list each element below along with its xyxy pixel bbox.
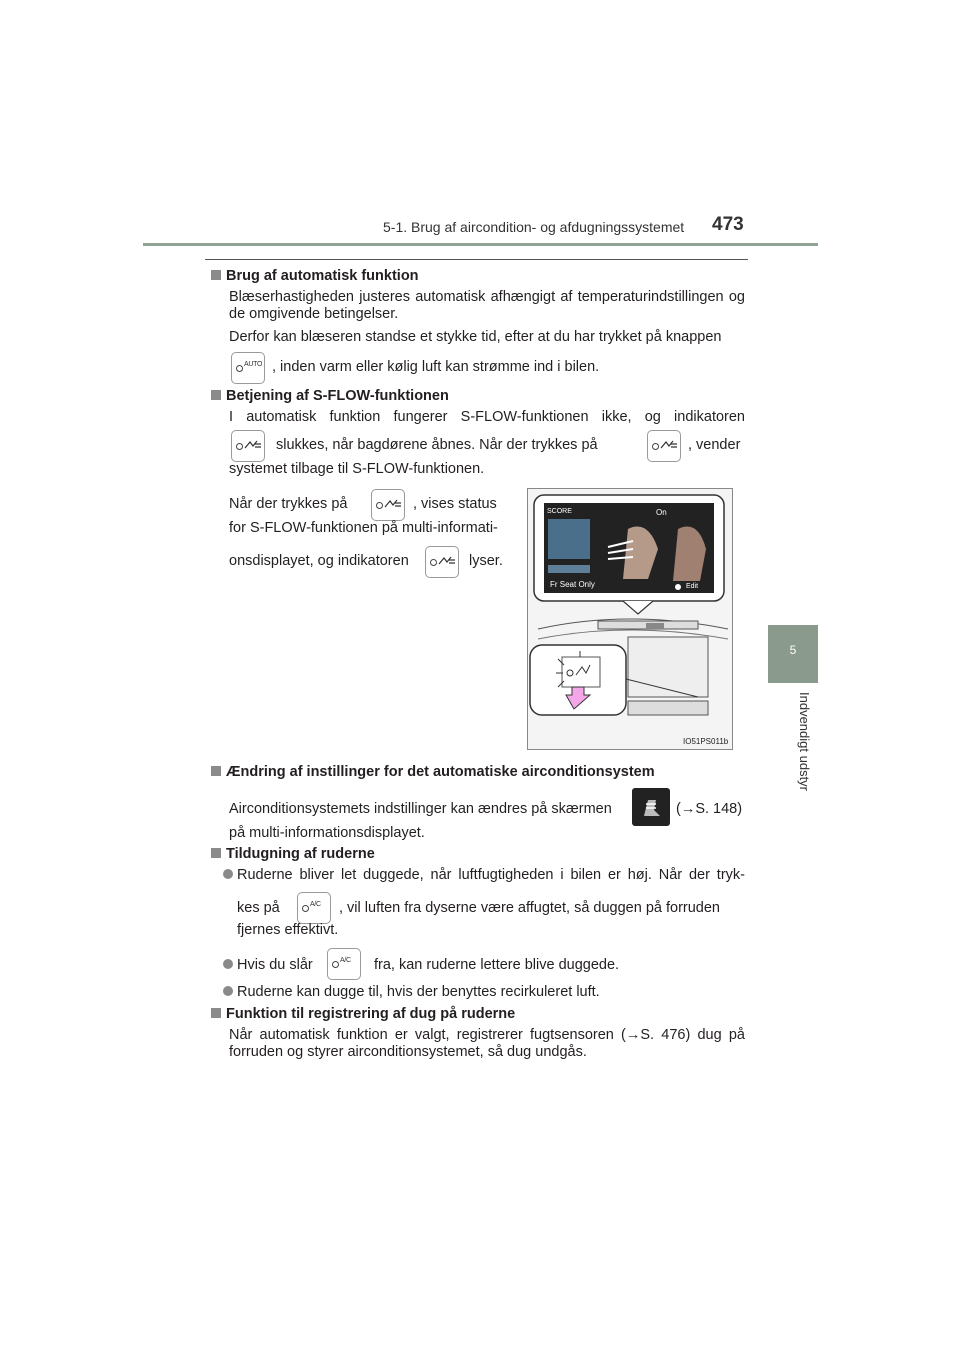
sflow-paragraph-1: I automatisk funktion fungerer S-FLOW-funktionen ikke, og indikatoren bbox=[229, 409, 745, 425]
section-heading-sensor: Funktion til registrering af dug på ruderne bbox=[211, 1006, 515, 1022]
section-heading-auto: Brug af automatisk funktion bbox=[211, 268, 419, 284]
figure-code: IO51PS011b bbox=[683, 737, 729, 746]
square-bullet-icon bbox=[211, 1008, 221, 1018]
screen-on-label: On bbox=[656, 508, 667, 517]
change-paragraph-2: på multi-informationsdisplayet. bbox=[229, 825, 425, 841]
sflow-illustration bbox=[527, 488, 733, 750]
sensor-paragraph-1: Når automatisk funktion er valgt, registrerer fugtsensoren (→S. 476) dug på forruden og styrer airconditionsystemet, så dug undgås. bbox=[229, 1027, 745, 1060]
screen-seat-label: Fr Seat Only bbox=[550, 580, 595, 589]
defog-bullet-2a: Hvis du slår bbox=[223, 957, 313, 974]
sflow-paragraph-6a: onsdisplayet, og indikatoren bbox=[229, 553, 409, 569]
section-heading-sflow: Betjening af S-FLOW-funktionen bbox=[211, 388, 449, 404]
round-bullet-icon bbox=[223, 986, 233, 996]
screen-score-label: SCORE bbox=[547, 508, 572, 515]
sflow-button-icon bbox=[231, 430, 265, 462]
change-paragraph-1a: Airconditionsystemets indstillinger kan ændres på skærmen bbox=[229, 801, 612, 817]
square-bullet-icon bbox=[211, 766, 221, 776]
screen-edit-label: Edit bbox=[686, 583, 699, 590]
sflow-paragraph-3: systemet tilbage til S-FLOW-funktionen. bbox=[229, 461, 485, 477]
chapter-tab-label: Indvendigt udstyr bbox=[797, 692, 812, 792]
defog-bullet-2b: fra, kan ruderne lettere blive duggede. bbox=[374, 957, 620, 973]
sflow-paragraph-2a: slukkes, når bagdørene åbnes. Når der trykkes på bbox=[276, 437, 598, 453]
header-divider bbox=[143, 243, 818, 246]
square-bullet-icon bbox=[211, 390, 221, 400]
sflow-paragraph-4a: Når der trykkes på bbox=[229, 496, 348, 512]
sflow-paragraph-5: for S-FLOW-funktionen på multi-informati- bbox=[229, 520, 498, 536]
defog-bullet-1c: , vil luften fra dyserne være affugtet, så duggen på forruden bbox=[339, 900, 720, 916]
auto-paragraph-1: Blæserhastigheden justeres automatisk afhængigt af temperaturindstillingen og de omgivende betingelser. bbox=[229, 289, 745, 322]
sflow-button-icon bbox=[425, 546, 459, 578]
ac-button-icon: A/C bbox=[327, 948, 361, 980]
change-page-ref: (→S. 148) bbox=[676, 801, 743, 817]
sflow-paragraph-2b: , vender bbox=[688, 437, 741, 453]
dashboard-illustration bbox=[528, 489, 732, 749]
sflow-paragraph-4b: , vises status bbox=[413, 496, 497, 512]
sflow-button-icon bbox=[647, 430, 681, 462]
square-bullet-icon bbox=[211, 270, 221, 280]
defog-bullet-1a: Ruderne bliver let duggede, når luftfugtigheden i bilen er høj. Når der tryk- bbox=[223, 867, 745, 884]
sflow-button-icon bbox=[371, 489, 405, 521]
page-number: 473 bbox=[712, 214, 744, 235]
defog-bullet-1d: fjernes effektivt. bbox=[237, 922, 339, 938]
defog-bullet-3: Ruderne kan dugge til, hvis der benyttes recirkuleret luft. bbox=[223, 984, 600, 1001]
auto-paragraph-2: Derfor kan blæseren standse et stykke tid, efter at du har trykket på knappen bbox=[229, 329, 722, 345]
seat-climate-screen-icon bbox=[632, 788, 670, 826]
ac-button-icon: A/C bbox=[297, 892, 331, 924]
square-bullet-icon bbox=[211, 848, 221, 858]
section-heading-change: Ændring af instillinger for det automatiske airconditionsystem bbox=[211, 764, 655, 780]
round-bullet-icon bbox=[223, 959, 233, 969]
chapter-tab: 5 bbox=[768, 625, 818, 683]
auto-button-icon: AUTO bbox=[231, 352, 265, 384]
round-bullet-icon bbox=[223, 869, 233, 879]
section-heading-defog: Tildugning af ruderne bbox=[211, 846, 375, 862]
sflow-paragraph-6b: lyser. bbox=[469, 553, 503, 569]
auto-paragraph-3: , inden varm eller kølig luft kan strømme ind i bilen. bbox=[272, 359, 600, 375]
chapter-title: 5-1. Brug af aircondition- og afdugningssystemet bbox=[383, 219, 685, 235]
defog-bullet-1b: kes på bbox=[237, 900, 280, 916]
content-divider bbox=[205, 259, 748, 260]
